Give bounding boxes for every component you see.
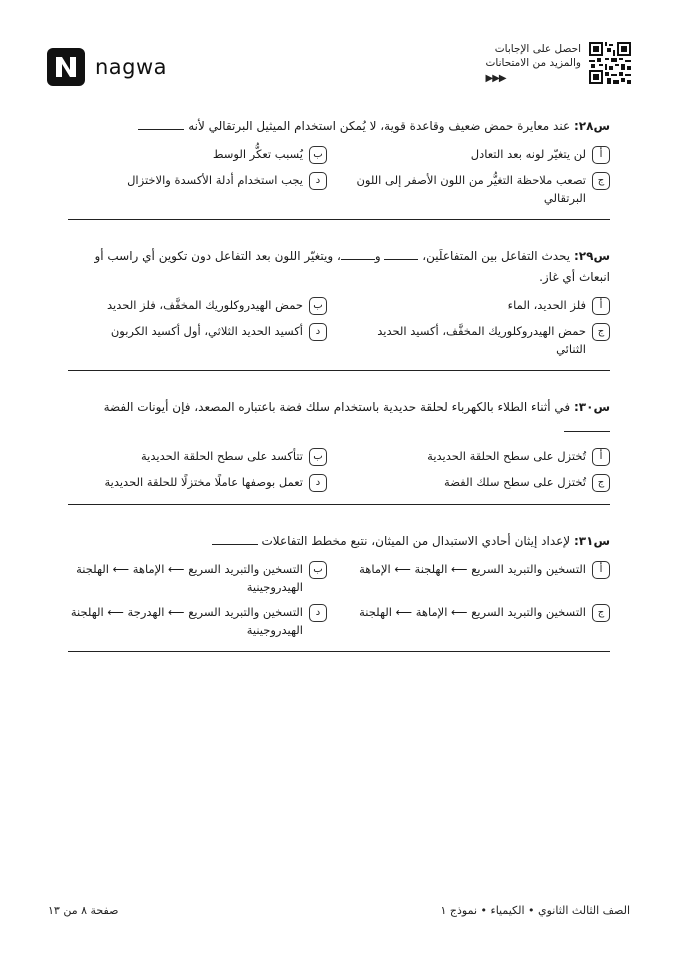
option-text: تعمل بوصفها عاملًا مختزلًا للحلقة الحديدية: [104, 475, 303, 489]
option-letter: أ: [592, 448, 610, 466]
option-text: التسخين والتبريد السريع ⟵ الهلجنة ⟵ الإماهة: [359, 562, 586, 576]
option-letter: د: [309, 323, 327, 341]
option-letter: أ: [592, 297, 610, 315]
promo-text: [486, 42, 581, 86]
question-30: [68, 371, 610, 505]
course-info: الصف الثالث الثانوي • الكيمياء • نموذج ١: [440, 904, 630, 917]
question-28: [68, 108, 610, 220]
option-letter: ج: [592, 323, 610, 341]
option-text: حمض الهيدروكلوريك المخفَّف، أكسيد الحديد الثنائي: [377, 324, 586, 356]
arrows-icon: ▶▶▶: [485, 73, 506, 84]
promo-line-1: احصل على الإجابات: [494, 43, 581, 55]
question-stem-and: و: [374, 249, 381, 263]
option-letter: ج: [592, 474, 610, 492]
option-d[interactable]: [68, 171, 327, 207]
question-text: [68, 397, 610, 439]
question-31: [68, 505, 610, 652]
option-text: حمض الهيدروكلوريك المخفَّف، فلز الحديد: [107, 298, 303, 312]
question-number: س٢٩:: [573, 249, 610, 263]
option-letter: د: [309, 604, 327, 622]
option-c[interactable]: [351, 171, 610, 207]
question-stem-part2: ، ويتغيّر اللون بعد التفاعل دون تكوين أي راسب أو انبعاث أي غاز.: [94, 249, 610, 284]
option-b[interactable]: [68, 447, 327, 466]
options-grid: [68, 560, 610, 639]
option-c[interactable]: [351, 473, 610, 492]
option-a[interactable]: [351, 296, 610, 315]
option-letter: ج: [592, 604, 610, 622]
question-text: [68, 246, 610, 288]
options-grid: [68, 296, 610, 358]
option-a[interactable]: [351, 145, 610, 164]
option-d[interactable]: [68, 473, 327, 492]
promo-line-2: والمزيد من الامتحانات: [485, 57, 581, 69]
options-grid: [68, 447, 610, 492]
option-c[interactable]: [351, 322, 610, 358]
page-header: [0, 0, 678, 100]
option-letter: أ: [592, 146, 610, 164]
question-number: س٣١:: [573, 534, 610, 548]
answer-blank: [138, 120, 184, 130]
option-text: يُسبب تعكُّر الوسط: [212, 147, 303, 161]
option-a[interactable]: [351, 447, 610, 466]
question-stem: لإعداد إيثان أحادي الاستبدال من الميثان، نتبع مخطط التفاعلات: [261, 534, 571, 548]
option-letter: ب: [309, 448, 327, 466]
questions-list: [68, 108, 610, 652]
options-grid: [68, 145, 610, 207]
qr-code-icon[interactable]: [589, 42, 631, 84]
option-text: تتأكسد على سطح الحلقة الحديدية: [141, 449, 303, 463]
option-d[interactable]: [68, 603, 327, 639]
option-letter: ب: [309, 297, 327, 315]
answer-blank: [341, 250, 375, 260]
question-text: [68, 116, 610, 137]
logo-text: nagwa: [95, 55, 168, 79]
answer-blank: [384, 250, 418, 260]
question-number: س٢٨:: [573, 119, 610, 133]
option-text: يجب استخدام أدلة الأكسدة والاختزال: [127, 173, 303, 187]
option-text: أكسيد الحديد الثلاثي، أول أكسيد الكربون: [110, 324, 303, 338]
question-stem: عند معايرة حمض ضعيف وقاعدة قوية، لا يُمكن استخدام الميثيل البرتقالي لأنه: [188, 119, 571, 133]
question-text: [68, 531, 610, 552]
option-text: فلز الحديد، الماء: [507, 298, 586, 312]
nagwa-logo[interactable]: [47, 48, 167, 86]
option-b[interactable]: [68, 296, 327, 315]
answer-blank: [212, 535, 258, 545]
question-stem-part1: يحدث التفاعل بين المتفاعلَين،: [422, 249, 571, 263]
option-letter: د: [309, 474, 327, 492]
option-letter: ب: [309, 146, 327, 164]
option-text: تُختزل على سطح سلك الفضة: [444, 475, 586, 489]
option-text: التسخين والتبريد السريع ⟵ الإماهة ⟵ الهلجنة الهيدروجينية: [76, 562, 303, 594]
option-c[interactable]: [351, 603, 610, 639]
option-b[interactable]: [68, 560, 327, 596]
promo-block[interactable]: [486, 42, 631, 86]
option-text: تصعب ملاحظة التغيُّر من اللون الأصفر إلى اللون البرتقالي: [356, 173, 586, 205]
nagwa-logo-icon: [47, 48, 85, 86]
question-29: [68, 220, 610, 371]
option-a[interactable]: [351, 560, 610, 596]
option-text: التسخين والتبريد السريع ⟵ الإماهة ⟵ الهلجنة: [359, 605, 586, 619]
question-number: س٣٠:: [573, 400, 610, 414]
page-footer: [48, 904, 630, 917]
question-stem: في أثناء الطلاء بالكهرباء لحلقة حديدية باستخدام سلك فضة باعتباره المصعد، فإن أيونات الفضة: [103, 400, 571, 414]
option-letter: د: [309, 172, 327, 190]
answer-blank: [564, 422, 610, 432]
option-text: تُختزل على سطح الحلقة الحديدية: [427, 449, 586, 463]
option-letter: ب: [309, 561, 327, 579]
page-number: صفحة ٨ من ١٣: [48, 904, 119, 917]
option-b[interactable]: [68, 145, 327, 164]
option-text: لن يتغيّر لونه بعد التعادل: [470, 147, 586, 161]
option-letter: أ: [592, 561, 610, 579]
option-letter: ج: [592, 172, 610, 190]
option-d[interactable]: [68, 322, 327, 358]
option-text: التسخين والتبريد السريع ⟵ الهدرجة ⟵ الهلجنة الهيدروجينية: [70, 605, 303, 637]
